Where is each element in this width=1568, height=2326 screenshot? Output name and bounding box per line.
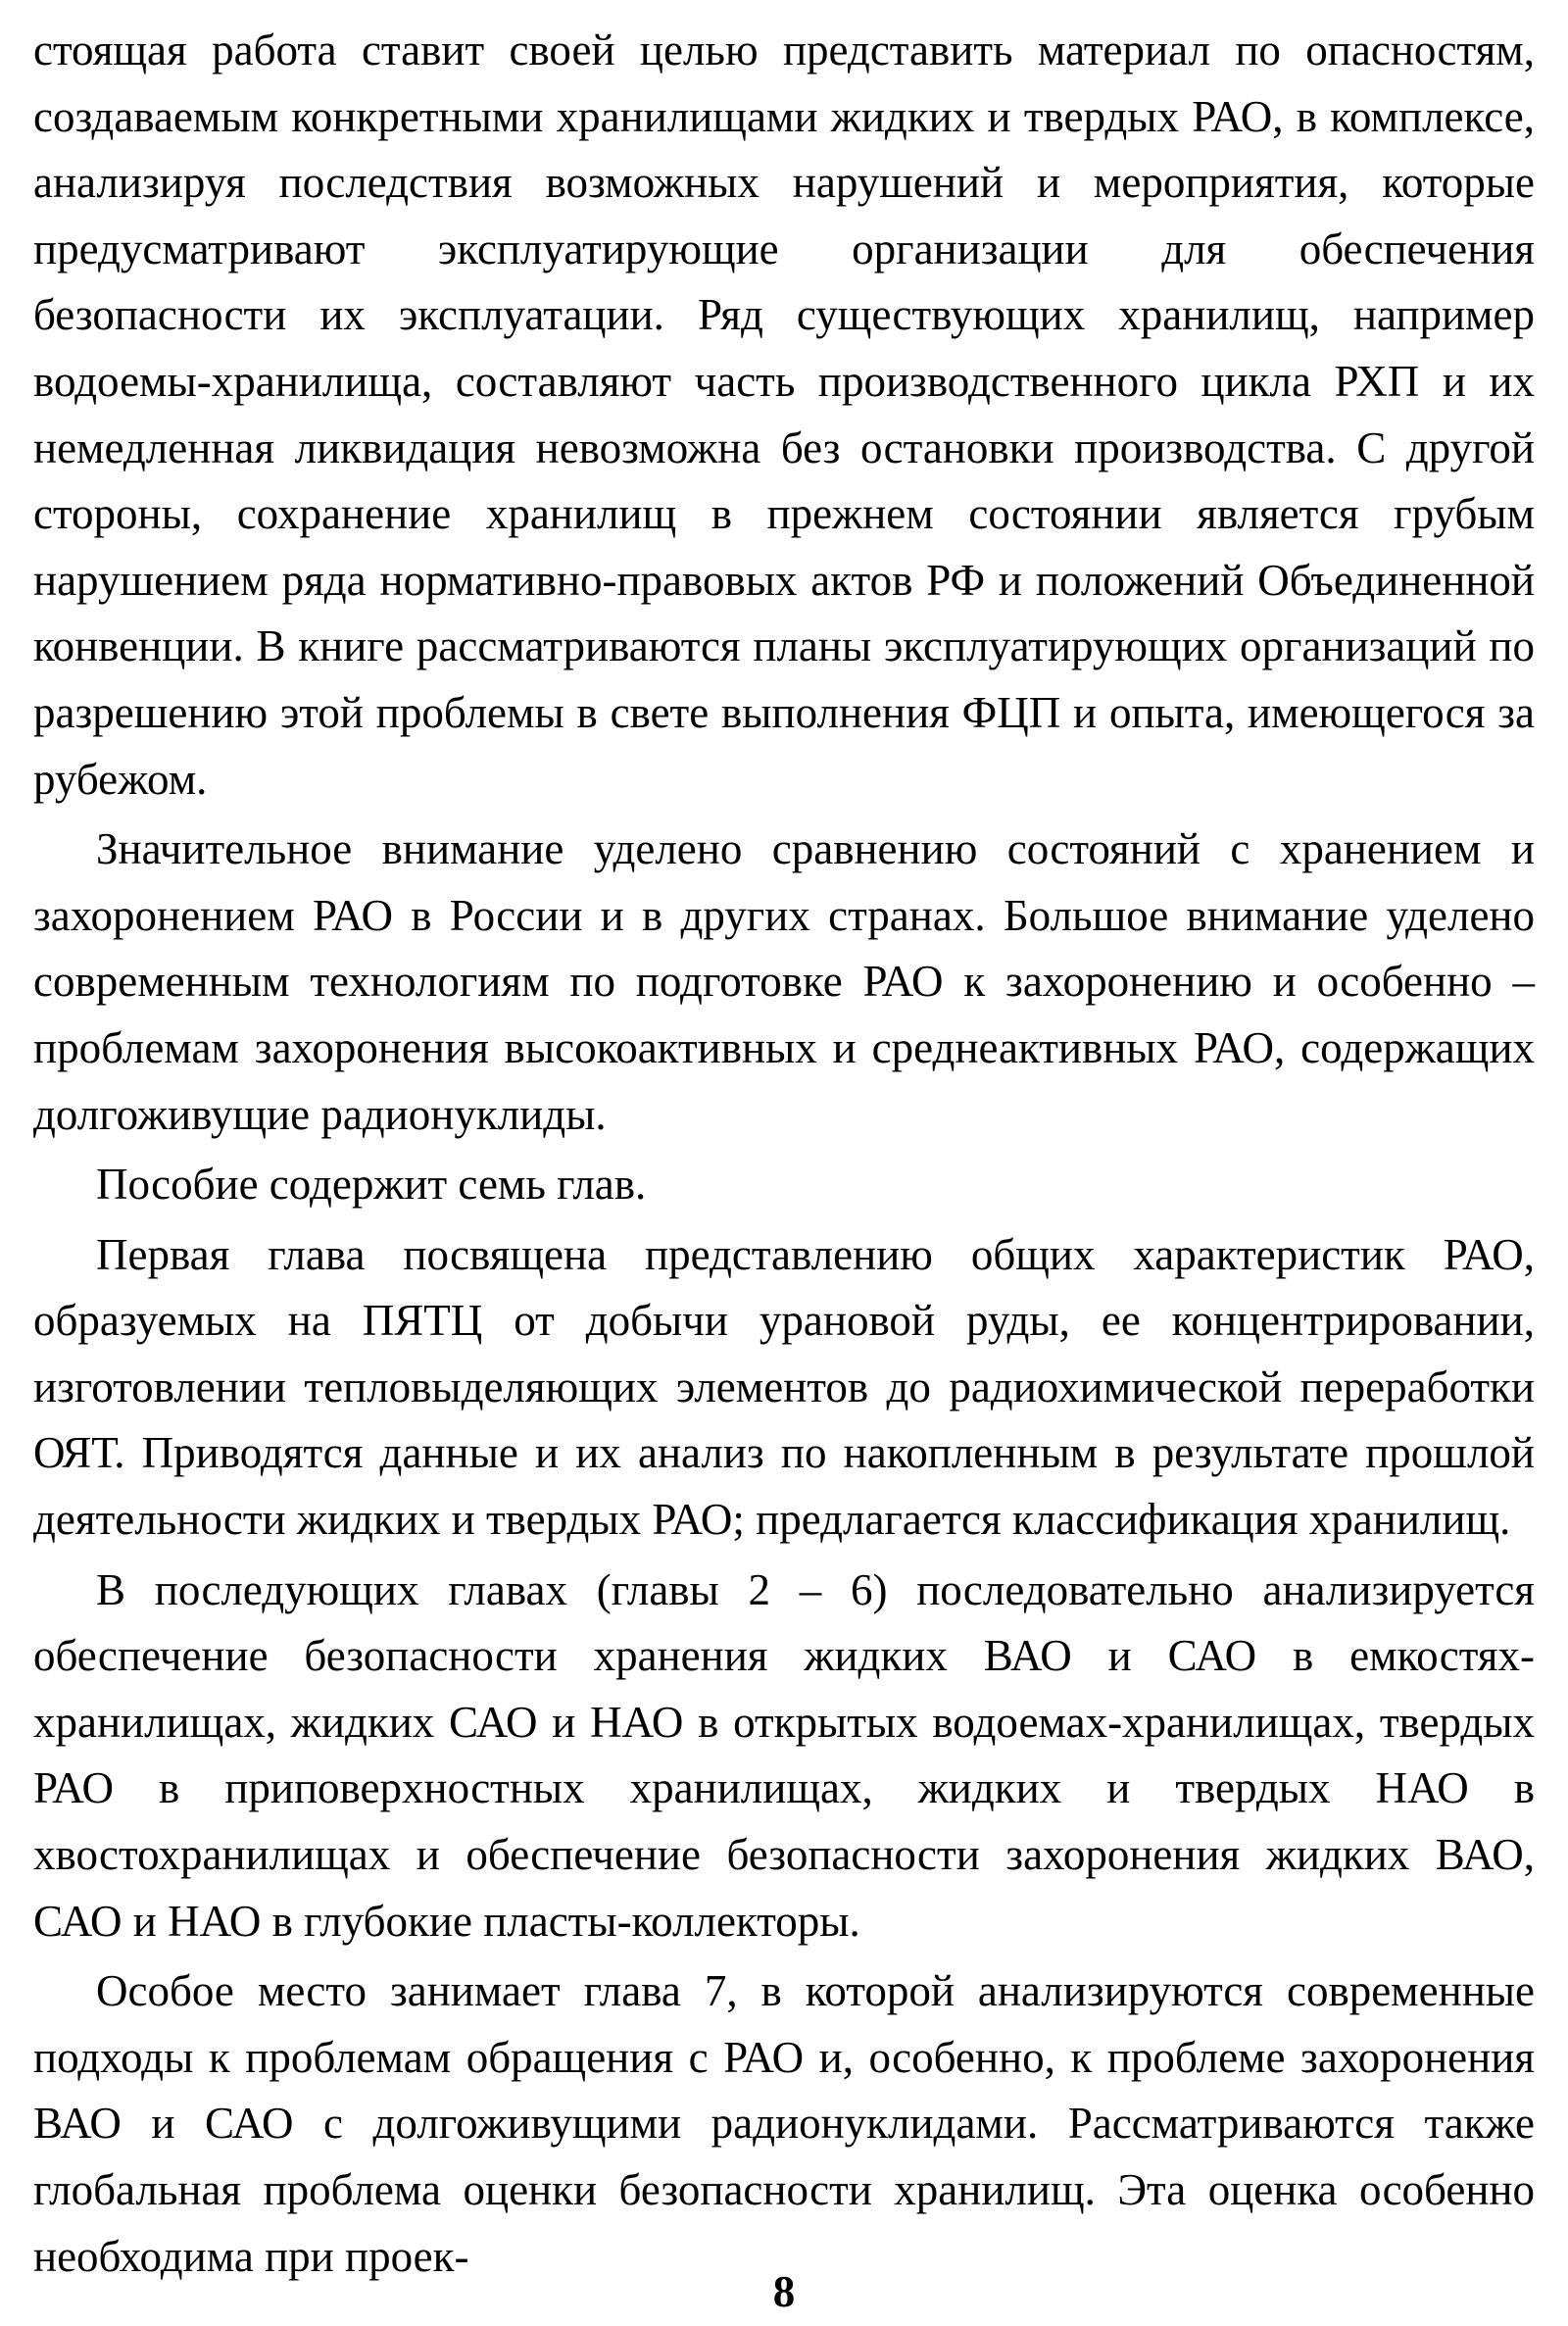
page-number: 8 — [772, 2267, 796, 2316]
paragraph-comparison: Значительное внимание уделено сравнению состояний с хранением и захоронением РАО в России и в других странах. Большое внимание уделено современным технологиям по подготовке РАО к захоронению и особенно – проблемам захоронения высокоактивных и среднеактивных РАО, содержащих долгоживущие радионуклиды. — [33, 824, 1535, 1139]
paragraph-continuation: стоящая работа ставит своей целью представить материал по опасностям, создаваемым конкретными хранилищами жидких и твердых РАО, в комплексе, анализируя последствия возможных нарушений и мероприятия, которые предусматривают эксплуатирующие организации для обеспечения безопасности их эксплуатации. Ряд существующих хранилищ, например водоемы-хранилища, составляют часть производственного цикла РХП и их немедленная ликвидация невозможна без остановки производства. С другой стороны, сохранение хранилищ в прежнем состоянии является грубым нарушением ряда нормативно-правовых актов РФ и положений Объединенной конвенции. В книге рассматриваются планы эксплуатирующих организаций по разрешению этой проблемы в свете выполнения ФЦП и опыта, имеющегося за рубежом. — [33, 25, 1535, 804]
paragraph-chapters-count: Пособие содержит семь глав. — [96, 1160, 647, 1210]
paragraph-chapter-1: Первая глава посвящена представлению общих характеристик РАО, образуемых на ПЯТЦ от добычи урановой руды, ее концентрировании, изготовлении тепловыделяющих элементов до радиохимической переработки ОЯТ. Приводятся данные и их анализ по накопленным в результате прошлой деятельности жидких и твердых РАО; предлагается классификация хранилищ. — [33, 1229, 1535, 1545]
document-page — [33, 18, 1535, 2281]
paragraph-chapter-7: Особое место занимает глава 7, в которой анализируются современные подходы к проблемам обращения с РАО и, особенно, к проблеме захоронения ВАО и САО с долгоживущими радионуклидами. Рассматриваются также глобальная проблема оценки безопасности хранилищ. Эта оценка особенно необходима при проек- — [33, 1966, 1535, 2281]
paragraph-chapters-2-6: В последующих главах (главы 2 – 6) последовательно анализируется обеспечение безопасности хранения жидких ВАО и САО в емкостях-хранилищах, жидких САО и НАО в открытых водоемах-хранилищах, твердых РАО в приповерхностных хранилищах, жидких и твердых НАО в хвостохранилищах и обеспечение безопасности захоронения жидких ВАО, САО и НАО в глубокие пласты-коллекторы. — [33, 1564, 1535, 1946]
